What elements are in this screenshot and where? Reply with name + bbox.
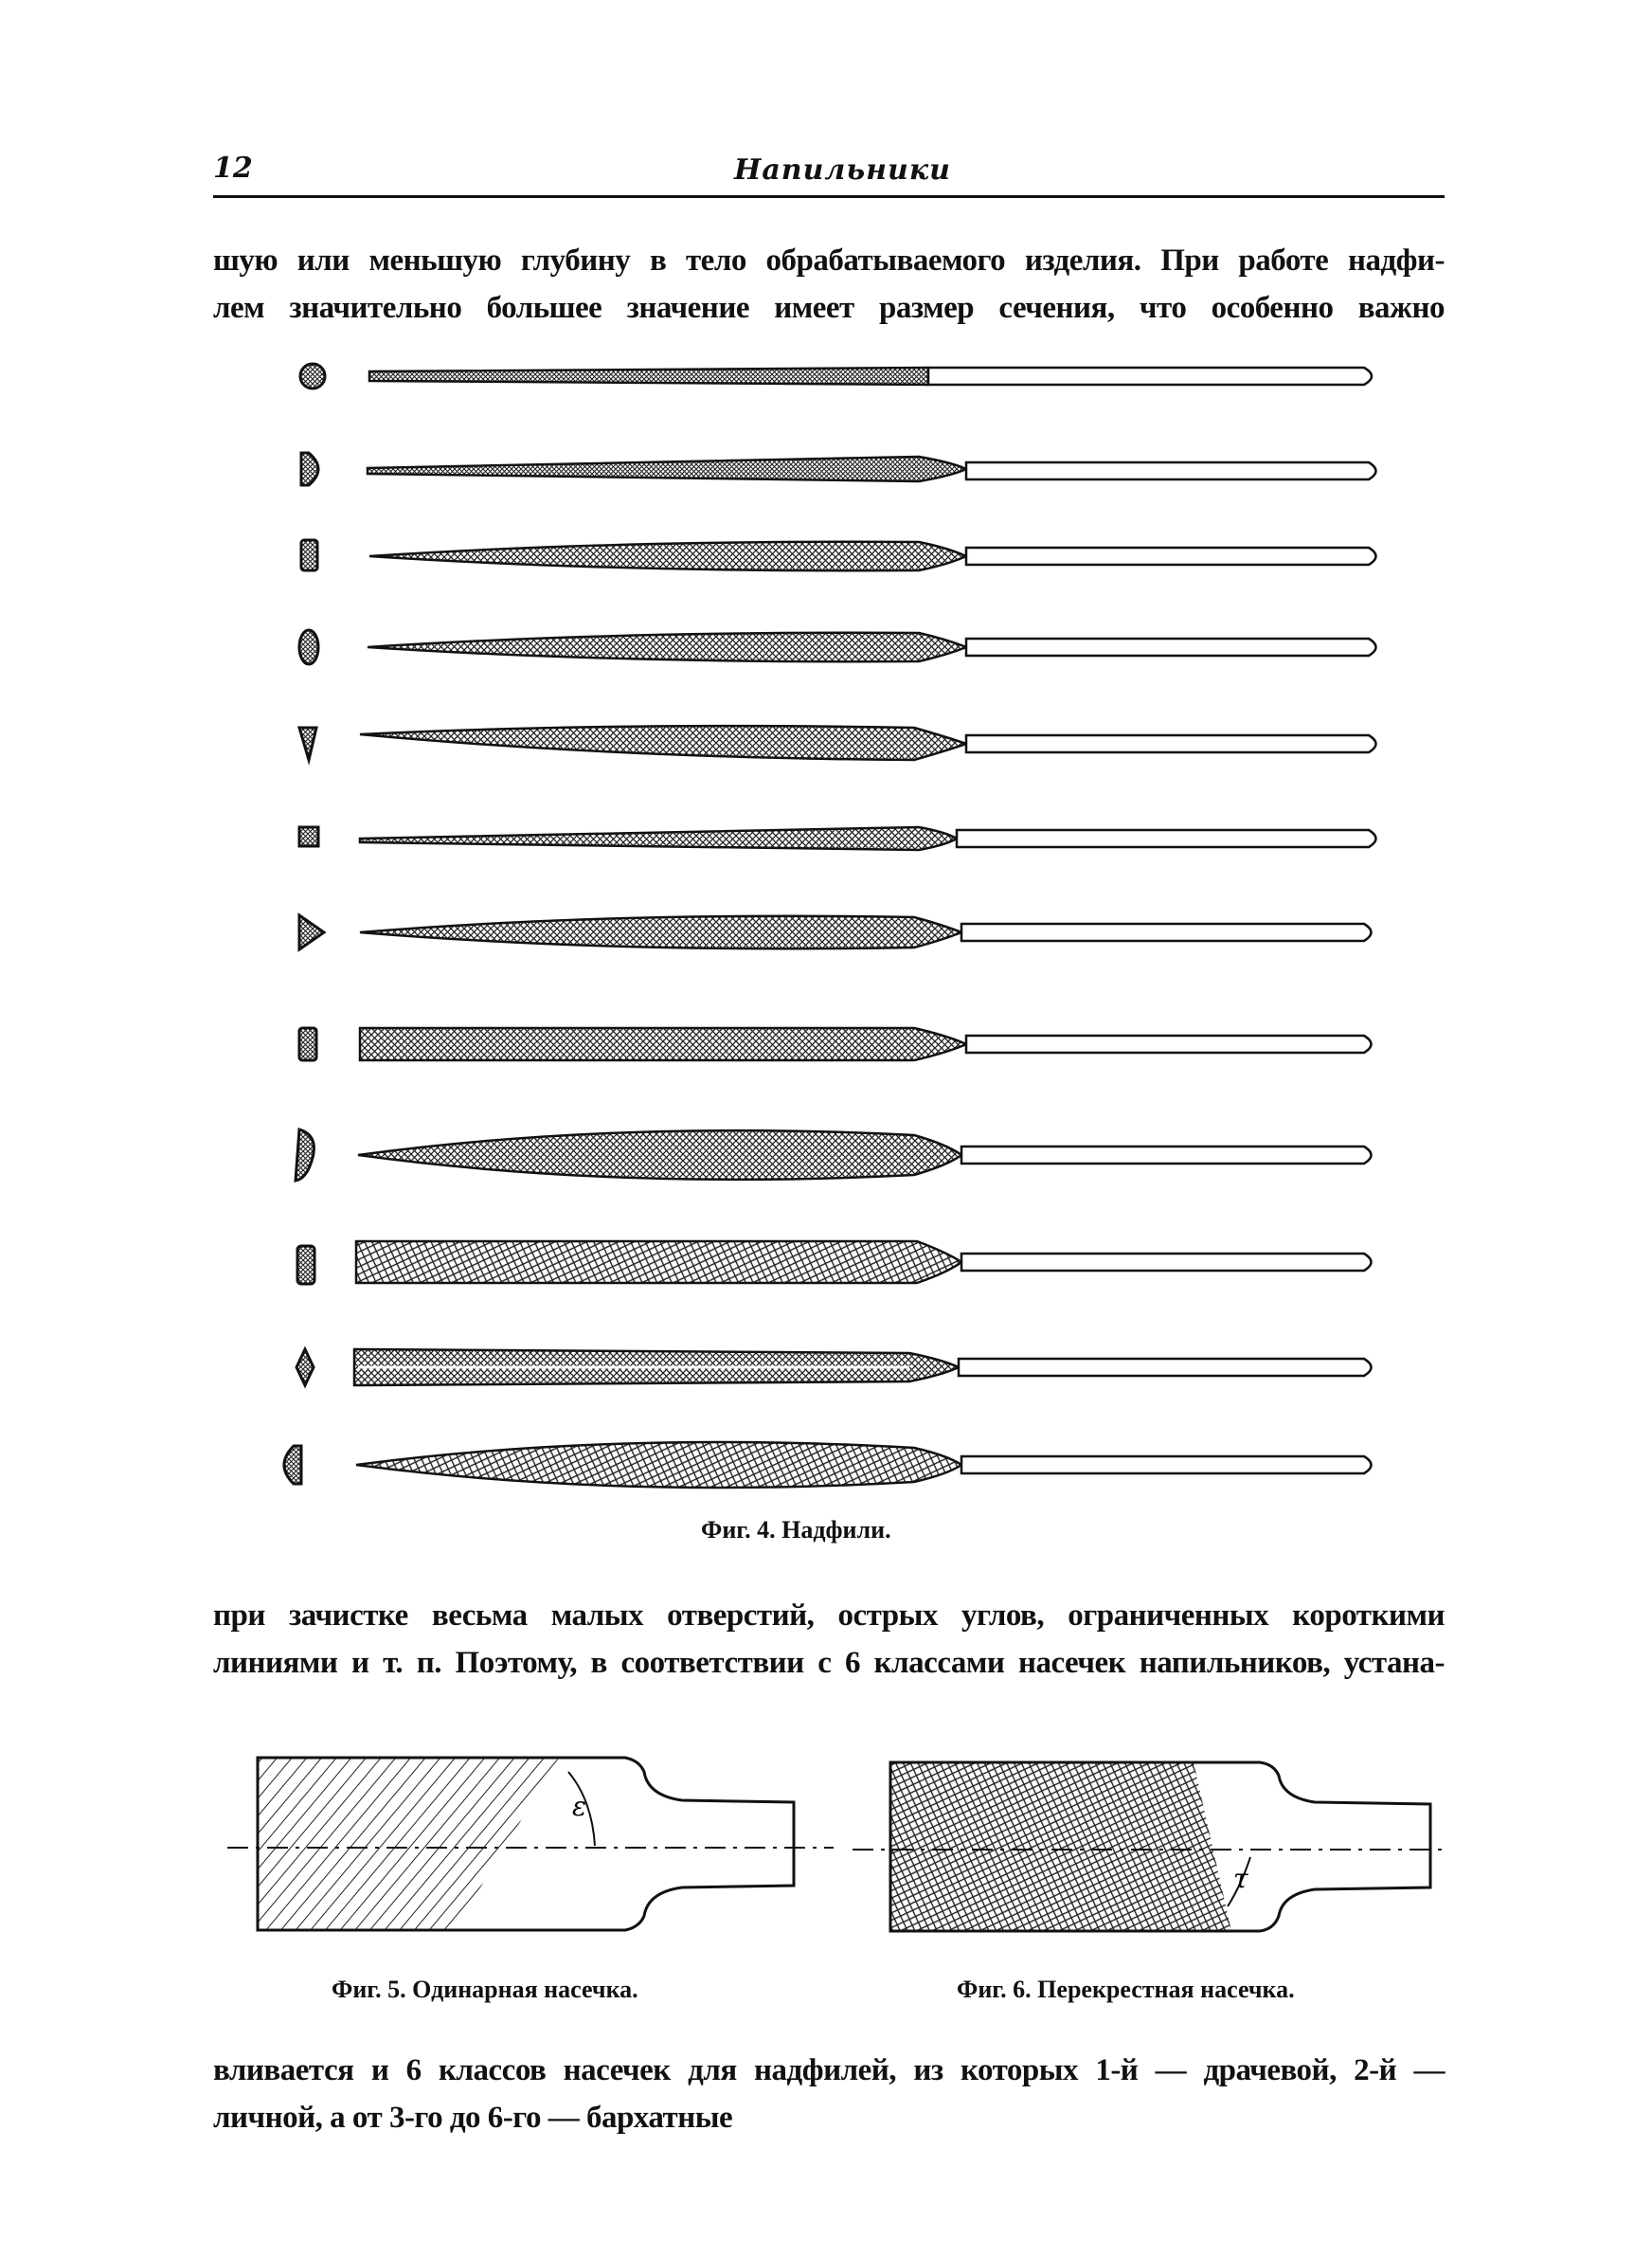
figure-6-caption: Фиг. 6. Перекрестная насечка. [957, 1976, 1295, 2003]
figure-4-caption: Фиг. 4. Надфили. [701, 1516, 891, 1544]
paragraph-2-line-2: линиями и т. п. Поэтому, в соответствии с 6 классами насечек напильников, устана- [213, 1646, 1445, 1680]
figure-5-single-cut [227, 1758, 834, 1930]
paragraph-3-line-2: личной, а от 3-го до 6-го — бархатные [213, 2101, 733, 2135]
paragraph-1-line-2: лем значительно большее значение имеет размер сечения, что особенно важно [213, 291, 1445, 325]
paragraph-3 [213, 2047, 1445, 2141]
figure-5-caption: Фиг. 5. Одинарная насечка. [332, 1976, 638, 2003]
angle-epsilon: ε [572, 1791, 587, 1822]
paragraph-3-line-1: вливается и 6 классов насечек для надфилей, из которых 1-й — драчевой, 2-й — [213, 2053, 1445, 2087]
page-number: 12 [213, 152, 253, 185]
paragraph-2-line-1: при зачистке весьма малых отверстий, острых углов, ограниченных короткими [213, 1598, 1445, 1633]
paragraph-1-line-1: шую или меньшую глубину в тело обрабатываемого изделия. При работе надфи- [213, 244, 1445, 278]
angle-tau: τ [1233, 1863, 1248, 1894]
section-title: Напильники [734, 153, 951, 187]
figure-6-cross-cut [853, 1762, 1449, 1931]
